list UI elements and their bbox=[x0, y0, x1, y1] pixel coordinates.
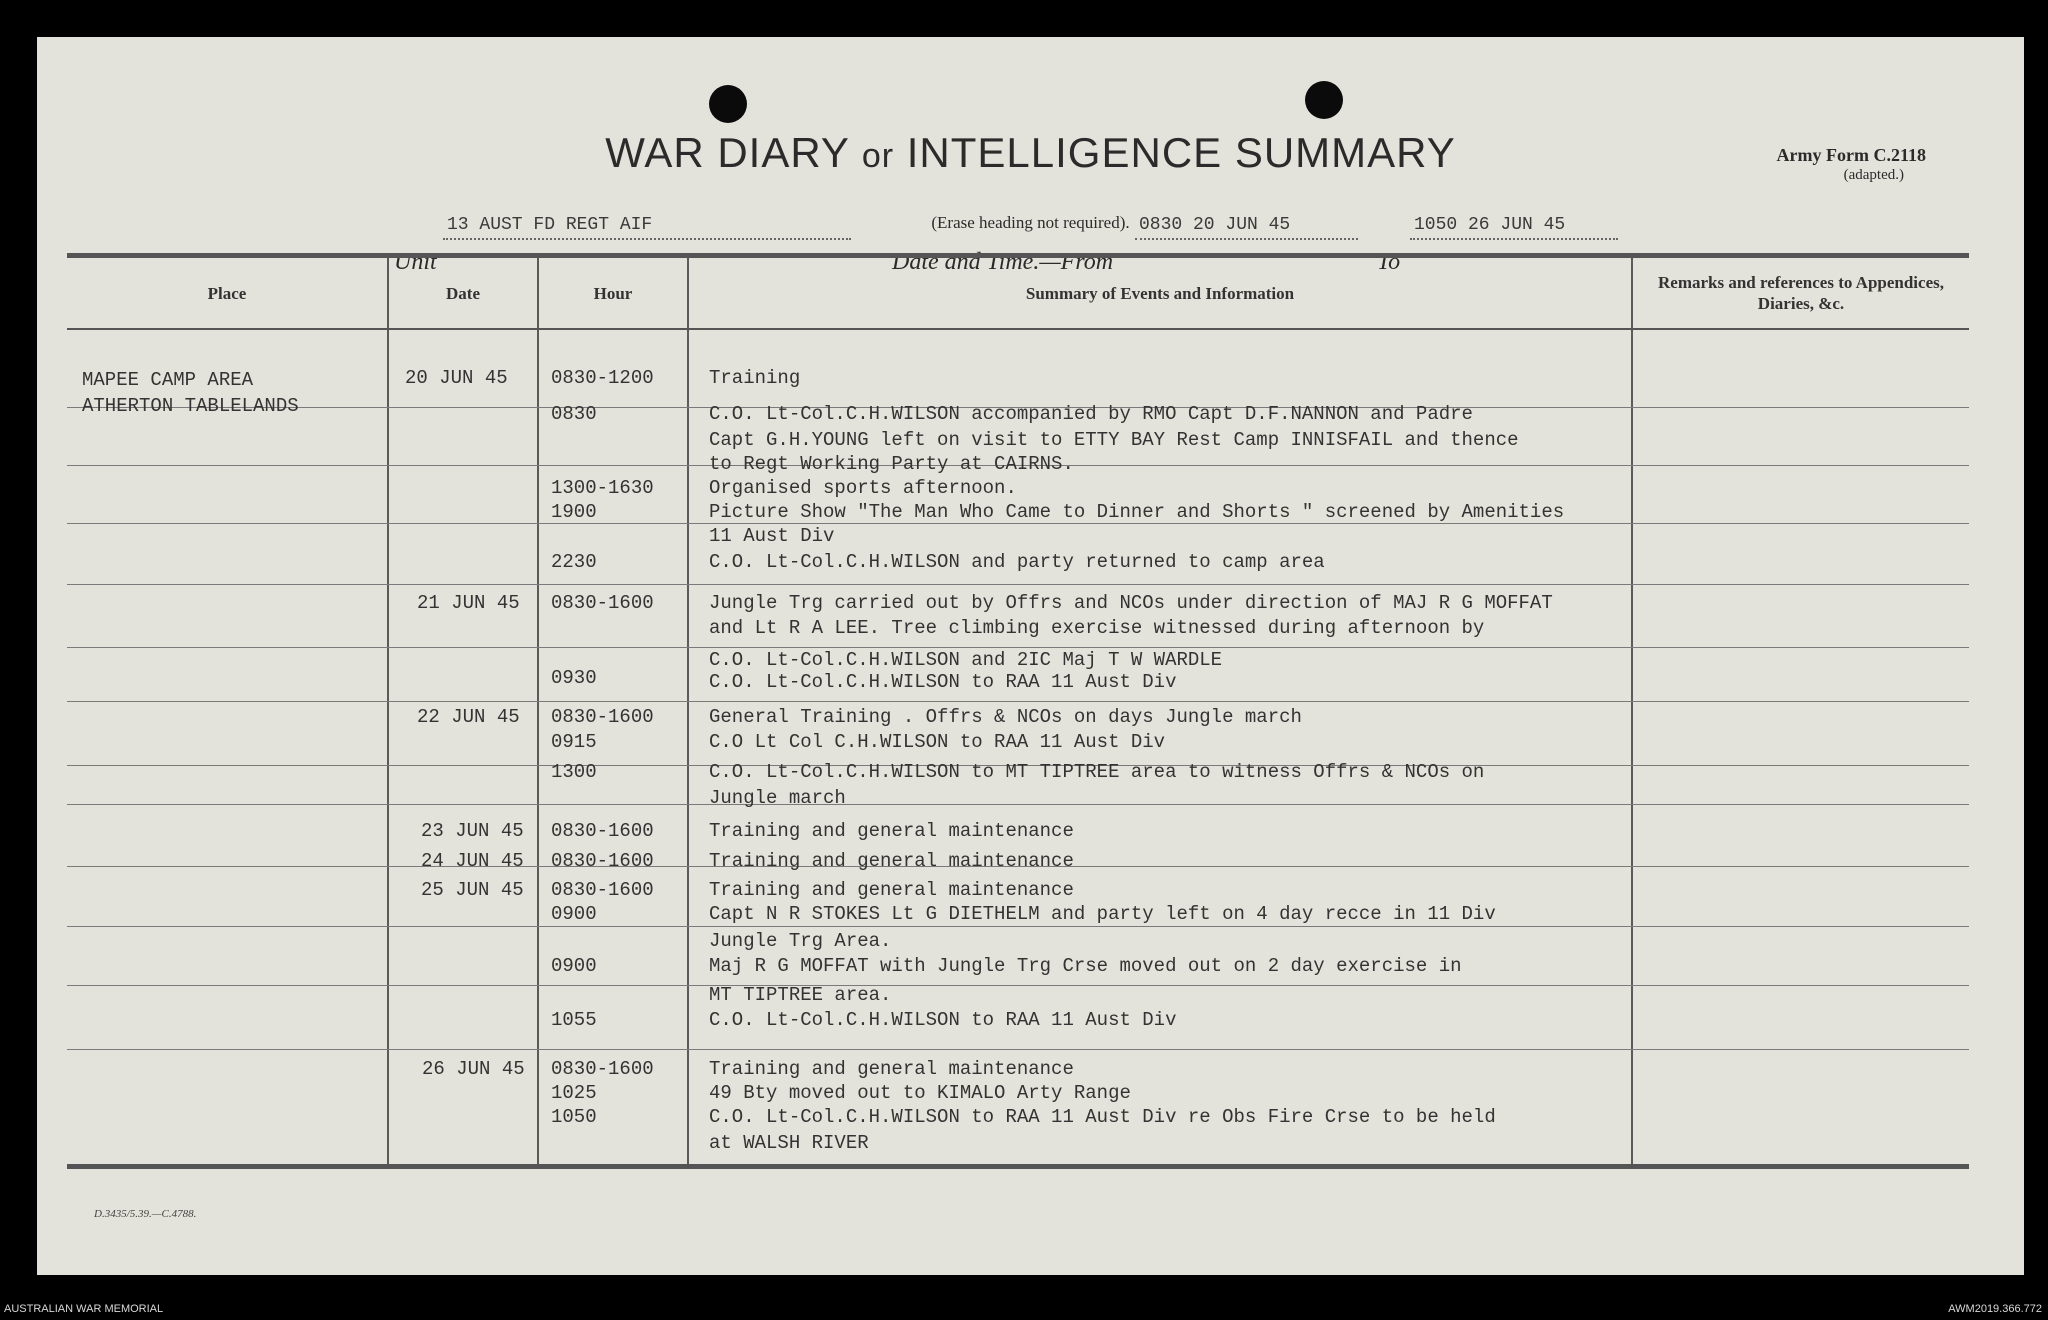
army-form-label bbox=[1777, 145, 1926, 185]
row-separator bbox=[67, 926, 1969, 927]
summary-line: Capt G.H.YOUNG left on visit to ETTY BAY Rest Camp INNISFAIL and thence bbox=[709, 429, 1519, 451]
header-summary: Summary of Events and Information bbox=[1025, 283, 1295, 303]
summary-line: at WALSH RIVER bbox=[709, 1132, 869, 1154]
summary-line: Training and general maintenance bbox=[709, 820, 1074, 842]
summary-line: C.O. Lt-Col.C.H.WILSON to RAA 11 Aust Div bbox=[709, 671, 1177, 693]
col-separator bbox=[537, 258, 539, 1164]
hour-cell: 0930 bbox=[551, 667, 597, 689]
hour-cell: 0830-1600 bbox=[551, 820, 654, 842]
footer-accession: AWM2019.366.772 bbox=[1948, 1303, 2042, 1315]
summary-line: Maj R G MOFFAT with Jungle Trg Crse moved out on 2 day exercise in bbox=[709, 955, 1462, 977]
date-cell: 26 JUN 45 bbox=[422, 1058, 525, 1080]
summary-line: C.O. Lt-Col.C.H.WILSON accompanied by RMO Capt D.F.NANNON and Padre bbox=[709, 403, 1473, 425]
hour-cell: 0830 bbox=[551, 403, 597, 425]
unit-label: Unit bbox=[394, 249, 437, 275]
diary-page bbox=[37, 37, 2024, 1275]
hour-cell: 2230 bbox=[551, 551, 597, 573]
hour-cell: 0900 bbox=[551, 955, 597, 977]
row-separator bbox=[67, 804, 1969, 805]
summary-line: C.O. Lt-Col.C.H.WILSON and party returned to camp area bbox=[709, 551, 1325, 573]
hour-cell: 1300 bbox=[551, 761, 597, 783]
punch-hole-left bbox=[709, 85, 747, 123]
summary-line: C.O Lt Col C.H.WILSON to RAA 11 Aust Div bbox=[709, 731, 1166, 753]
hour-cell: 0830-1200 bbox=[551, 367, 654, 389]
summary-line: C.O. Lt-Col.C.H.WILSON to RAA 11 Aust Div bbox=[709, 1009, 1177, 1031]
row-separator bbox=[67, 647, 1969, 648]
hour-cell: 0915 bbox=[551, 731, 597, 753]
diary-table bbox=[67, 253, 1969, 1169]
row-separator bbox=[67, 523, 1969, 524]
header-hour: Hour bbox=[593, 283, 633, 303]
place-line: MAPEE CAMP AREA bbox=[82, 369, 254, 391]
summary-line: and Lt R A LEE. Tree climbing exercise witnessed during afternoon by bbox=[709, 617, 1485, 639]
date-cell: 21 JUN 45 bbox=[417, 592, 520, 614]
form-subtitle: (Erase heading not required). bbox=[931, 213, 1130, 232]
summary-line: 11 Aust Div bbox=[709, 525, 835, 547]
hour-cell: 1300-1630 bbox=[551, 477, 654, 499]
title-main: WAR DIARY bbox=[605, 129, 850, 176]
date-cell: 22 JUN 45 bbox=[417, 706, 520, 728]
summary-line: Capt N R STOKES Lt G DIETHELM and party left on 4 day recce in 11 Div bbox=[709, 903, 1496, 925]
summary-line: Training bbox=[709, 367, 801, 389]
col-separator bbox=[1631, 258, 1633, 1164]
hour-cell: 0830-1600 bbox=[551, 879, 654, 901]
summary-line: C.O. Lt-Col.C.H.WILSON and 2IC Maj T W WARDLE bbox=[709, 649, 1223, 671]
header-rule bbox=[67, 328, 1969, 330]
summary-line: Picture Show "The Man Who Came to Dinner and Shorts " screened by Amenities bbox=[709, 501, 1565, 523]
place-line: ATHERTON TABLELANDS bbox=[82, 395, 299, 417]
date-cell: 24 JUN 45 bbox=[421, 850, 524, 872]
summary-line: General Training . Offrs & NCOs on days Jungle march bbox=[709, 706, 1302, 728]
row-separator bbox=[67, 1049, 1969, 1050]
summary-line: C.O. Lt-Col.C.H.WILSON to MT TIPTREE area to witness Offrs & NCOs on bbox=[709, 761, 1485, 783]
summary-line: Training and general maintenance bbox=[709, 879, 1074, 901]
summary-line: MT TIPTREE area. bbox=[709, 984, 892, 1006]
title-end: INTELLIGENCE SUMMARY bbox=[906, 129, 1456, 176]
hour-cell: 1050 bbox=[551, 1106, 597, 1128]
row-separator bbox=[67, 701, 1969, 702]
col-separator bbox=[687, 258, 689, 1164]
title-or: or bbox=[861, 137, 895, 175]
date-cell: 25 JUN 45 bbox=[421, 879, 524, 901]
summary-line: Jungle Trg Area. bbox=[709, 930, 892, 952]
datetime-label: Date and Time.—From bbox=[892, 249, 1114, 275]
col-separator bbox=[387, 258, 389, 1164]
summary-line: Jungle march bbox=[709, 787, 846, 809]
hour-cell: 0900 bbox=[551, 903, 597, 925]
to-value: 1050 26 JUN 45 bbox=[1410, 215, 1618, 240]
hour-cell: 0830-1600 bbox=[551, 850, 654, 872]
form-title bbox=[37, 129, 2024, 177]
header-date: Date bbox=[446, 283, 480, 303]
form-reference: D.3435/5.39.—C.4788. bbox=[94, 1208, 197, 1220]
army-form-number: Army Form C.2118 bbox=[1776, 145, 1926, 165]
summary-line: 49 Bty moved out to KIMALO Arty Range bbox=[709, 1082, 1131, 1104]
summary-line: C.O. Lt-Col.C.H.WILSON to RAA 11 Aust Div re Obs Fire Crse to be held bbox=[709, 1106, 1496, 1128]
summary-line: Training and general maintenance bbox=[709, 1058, 1074, 1080]
army-form-adapted: (adapted.) bbox=[1843, 167, 1904, 183]
header-place: Place bbox=[207, 283, 247, 303]
hour-cell: 1900 bbox=[551, 501, 597, 523]
date-cell: 23 JUN 45 bbox=[421, 820, 524, 842]
to-label: To bbox=[1377, 249, 1401, 275]
hour-cell: 0830-1600 bbox=[551, 1058, 654, 1080]
hour-cell: 0830-1600 bbox=[551, 592, 654, 614]
punch-hole-right bbox=[1305, 81, 1343, 119]
summary-line: Jungle Trg carried out by Offrs and NCOs under direction of MAJ R G MOFFAT bbox=[709, 592, 1553, 614]
row-separator bbox=[67, 584, 1969, 585]
hour-cell: 0830-1600 bbox=[551, 706, 654, 728]
row-separator bbox=[67, 985, 1969, 986]
summary-line: to Regt Working Party at CAIRNS. bbox=[709, 453, 1074, 475]
hour-cell: 1025 bbox=[551, 1082, 597, 1104]
unit-value: 13 AUST FD REGT AIF bbox=[443, 215, 851, 240]
footer-source: AUSTRALIAN WAR MEMORIAL bbox=[4, 1303, 164, 1315]
date-cell: 20 JUN 45 bbox=[405, 367, 508, 389]
summary-line: Training and general maintenance bbox=[709, 850, 1074, 872]
summary-line: Organised sports afternoon. bbox=[709, 477, 1017, 499]
header-remarks: Remarks and references to Appendices, Diaries, &c. bbox=[1658, 273, 1944, 313]
hour-cell: 1055 bbox=[551, 1009, 597, 1031]
from-value: 0830 20 JUN 45 bbox=[1135, 215, 1358, 240]
